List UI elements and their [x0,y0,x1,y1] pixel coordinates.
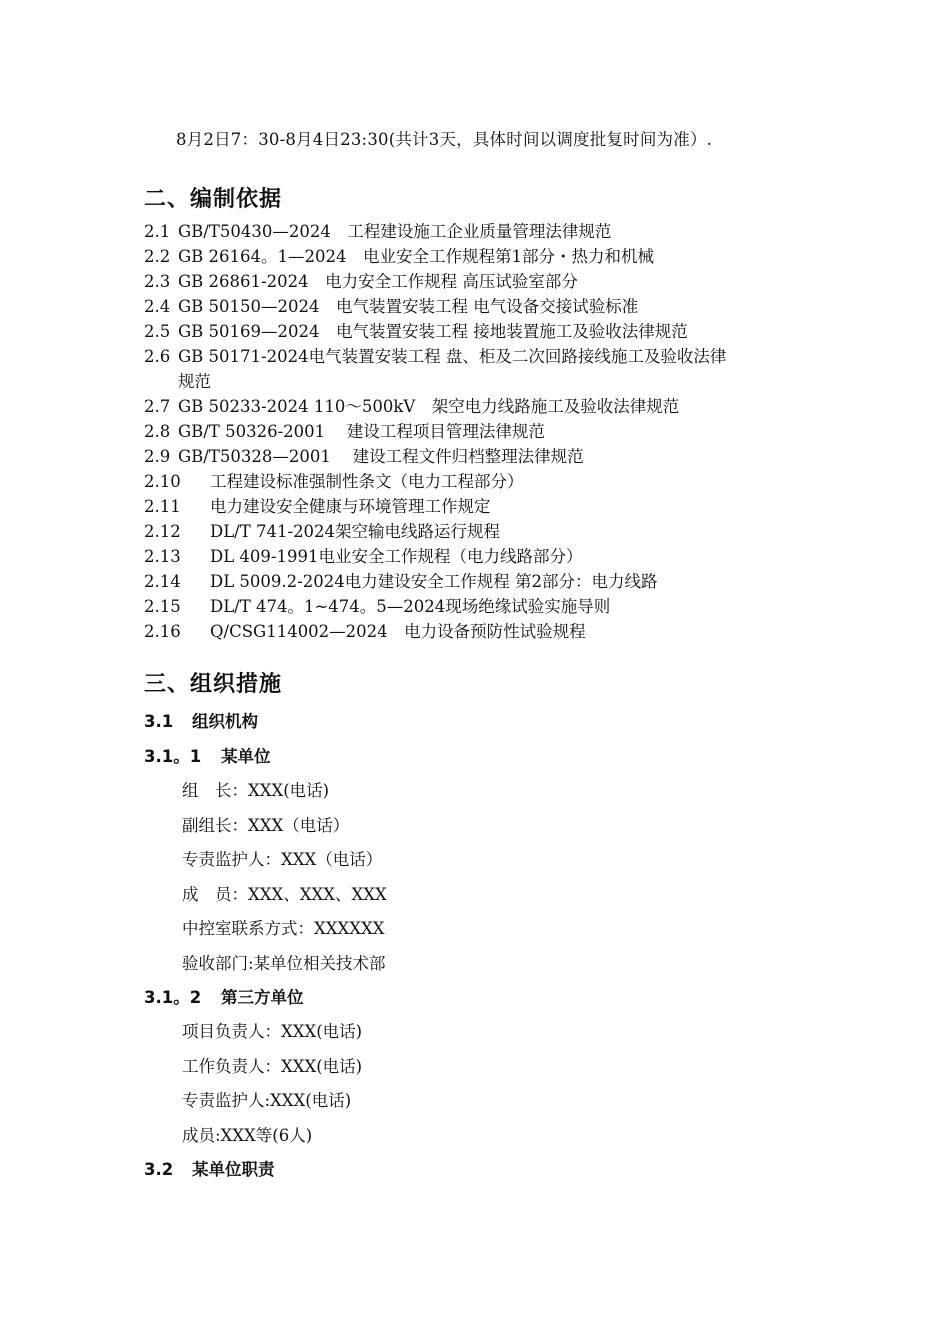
reference-item: 2.4 GB 50150—2024 电气装置安装工程 电气设备交接试验标准 [144,297,639,316]
subsection-3-1-heading: 3.1 组织机构 [144,712,258,731]
subsection-3-1-2-heading: 3.1。2 第三方单位 [144,988,304,1007]
org-member-line: 组 长：XXX(电话) [182,781,330,800]
org-member-line: 项目负责人：XXX(电话) [182,1022,363,1041]
subsection-3-2-heading: 3.2 某单位职责 [144,1160,275,1179]
reference-item: 2.14 DL 5009.2-2024电力建设安全工作规程 第2部分：电力线路 [144,572,658,591]
reference-item: 2.6 GB 50171-2024电气装置安装工程 盘、柜及二次回路接线施工及验收法律 [144,347,727,366]
reference-item: 2.2 GB 26164。1—2024 电业安全工作规程第1部分・热力和机械 [144,247,655,266]
org-member-line: 成 员：XXX、XXX、XXX [182,885,387,904]
org-member-line: 验收部门:某单位相关技术部 [182,954,386,973]
schedule-line: 8月2日7：30-8月4日23:30(共计3天，具体时间以调度批复时间为准）. [176,130,713,149]
org-member-line: 副组长：XXX（电话） [182,816,350,835]
org-member-line: 成员:XXX等(6人) [182,1126,313,1145]
reference-item: 2.5 GB 50169—2024 电气装置安装工程 接地装置施工及验收法律规范 [144,322,688,341]
reference-item: 2.13 DL 409-1991电业安全工作规程（电力线路部分） [144,547,583,566]
reference-item: 2.3 GB 26861-2024 电力安全工作规程 高压试验室部分 [144,272,578,291]
reference-item: 2.7 GB 50233-2024 110～500kV 架空电力线路施工及验收法律规范 [144,397,680,416]
reference-item: 2.8 GB/T 50326-2001 建设工程项目管理法律规范 [144,422,545,441]
section-3-heading: 三、组织措施 [144,672,283,697]
subsection-3-1-1-heading: 3.1。1 某单位 [144,747,271,766]
org-member-line: 中控室联系方式：XXXXXX [182,919,385,938]
reference-item: 2.12 DL/T 741-2024架空输电线路运行规程 [144,522,501,541]
section-2-heading: 二、编制依据 [144,187,283,212]
org-member-line: 工作负责人：XXX(电话) [182,1057,363,1076]
org-member-line: 专责监护人：XXX（电话） [182,850,383,869]
reference-item: 2.15 DL/T 474。1~474。5—2024现场绝缘试验实施导则 [144,597,611,616]
reference-item: 2.1 GB/T50430—2024 工程建设施工企业质量管理法律规范 [144,222,612,241]
reference-item: 2.9 GB/T50328—2001 建设工程文件归档整理法律规范 [144,447,584,466]
org-member-line: 专责监护人:XXX(电话) [182,1091,352,1110]
reference-item: 2.16 Q/CSG114002—2024 电力设备预防性试验规程 [144,622,586,641]
reference-item-continuation: 规范 [178,372,211,391]
reference-item: 2.11 电力建设安全健康与环境管理工作规定 [144,497,491,516]
reference-item: 2.10 工程建设标准强制性条文（电力工程部分） [144,472,524,491]
